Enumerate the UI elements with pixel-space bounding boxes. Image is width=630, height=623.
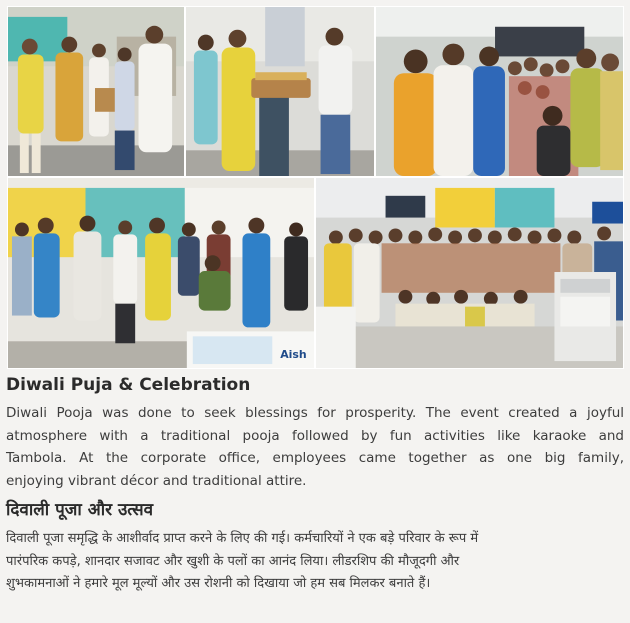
body-line: enjoying vibrant décor and traditional attire.: [6, 472, 307, 489]
photo-team-group-large: [315, 177, 624, 369]
body-line-hindi: शुभकामनाओं ने हमारे मूल मूल्यों और उस रोशनी को दिखाया जो हम सब मिलकर बनाते हैं।: [6, 576, 431, 592]
body-line: Tambola. At the corporate office, employees came together as one big family,: [6, 450, 624, 467]
photo-collage: [7, 6, 624, 369]
body-line-hindi: दिवाली पूजा समृद्धि के आशीर्वाद प्राप्त करने के लिए की गई। कर्मचारियों ने एक बड़े परिवार के रूप में: [6, 531, 479, 546]
photo-group-selfie: [375, 6, 624, 177]
body-line-hindi: पारंपरिक कपड़े, शानदार सजावट और खुशी के पलों का आनंद लिया। लीडरशिप की मौजूदगी और: [6, 553, 460, 569]
photo-team-group-left: [7, 177, 315, 369]
article-title-english: Diwali Puja & Celebration: [6, 375, 251, 395]
article-body-hindi: [6, 528, 624, 596]
article-title-hindi: दिवाली पूजा और उत्सव: [6, 500, 154, 520]
sign-text: Aish: [280, 348, 307, 362]
photo-gift-presentation: [7, 6, 185, 177]
article-body-english: [6, 402, 624, 492]
photo-gift-handover: [185, 6, 375, 177]
body-line: Diwali Pooja was done to seek blessings for prosperity. The event created a joyful: [6, 405, 624, 421]
body-line: atmosphere with a traditional pooja followed by fun activities like karaoke and: [6, 427, 624, 444]
